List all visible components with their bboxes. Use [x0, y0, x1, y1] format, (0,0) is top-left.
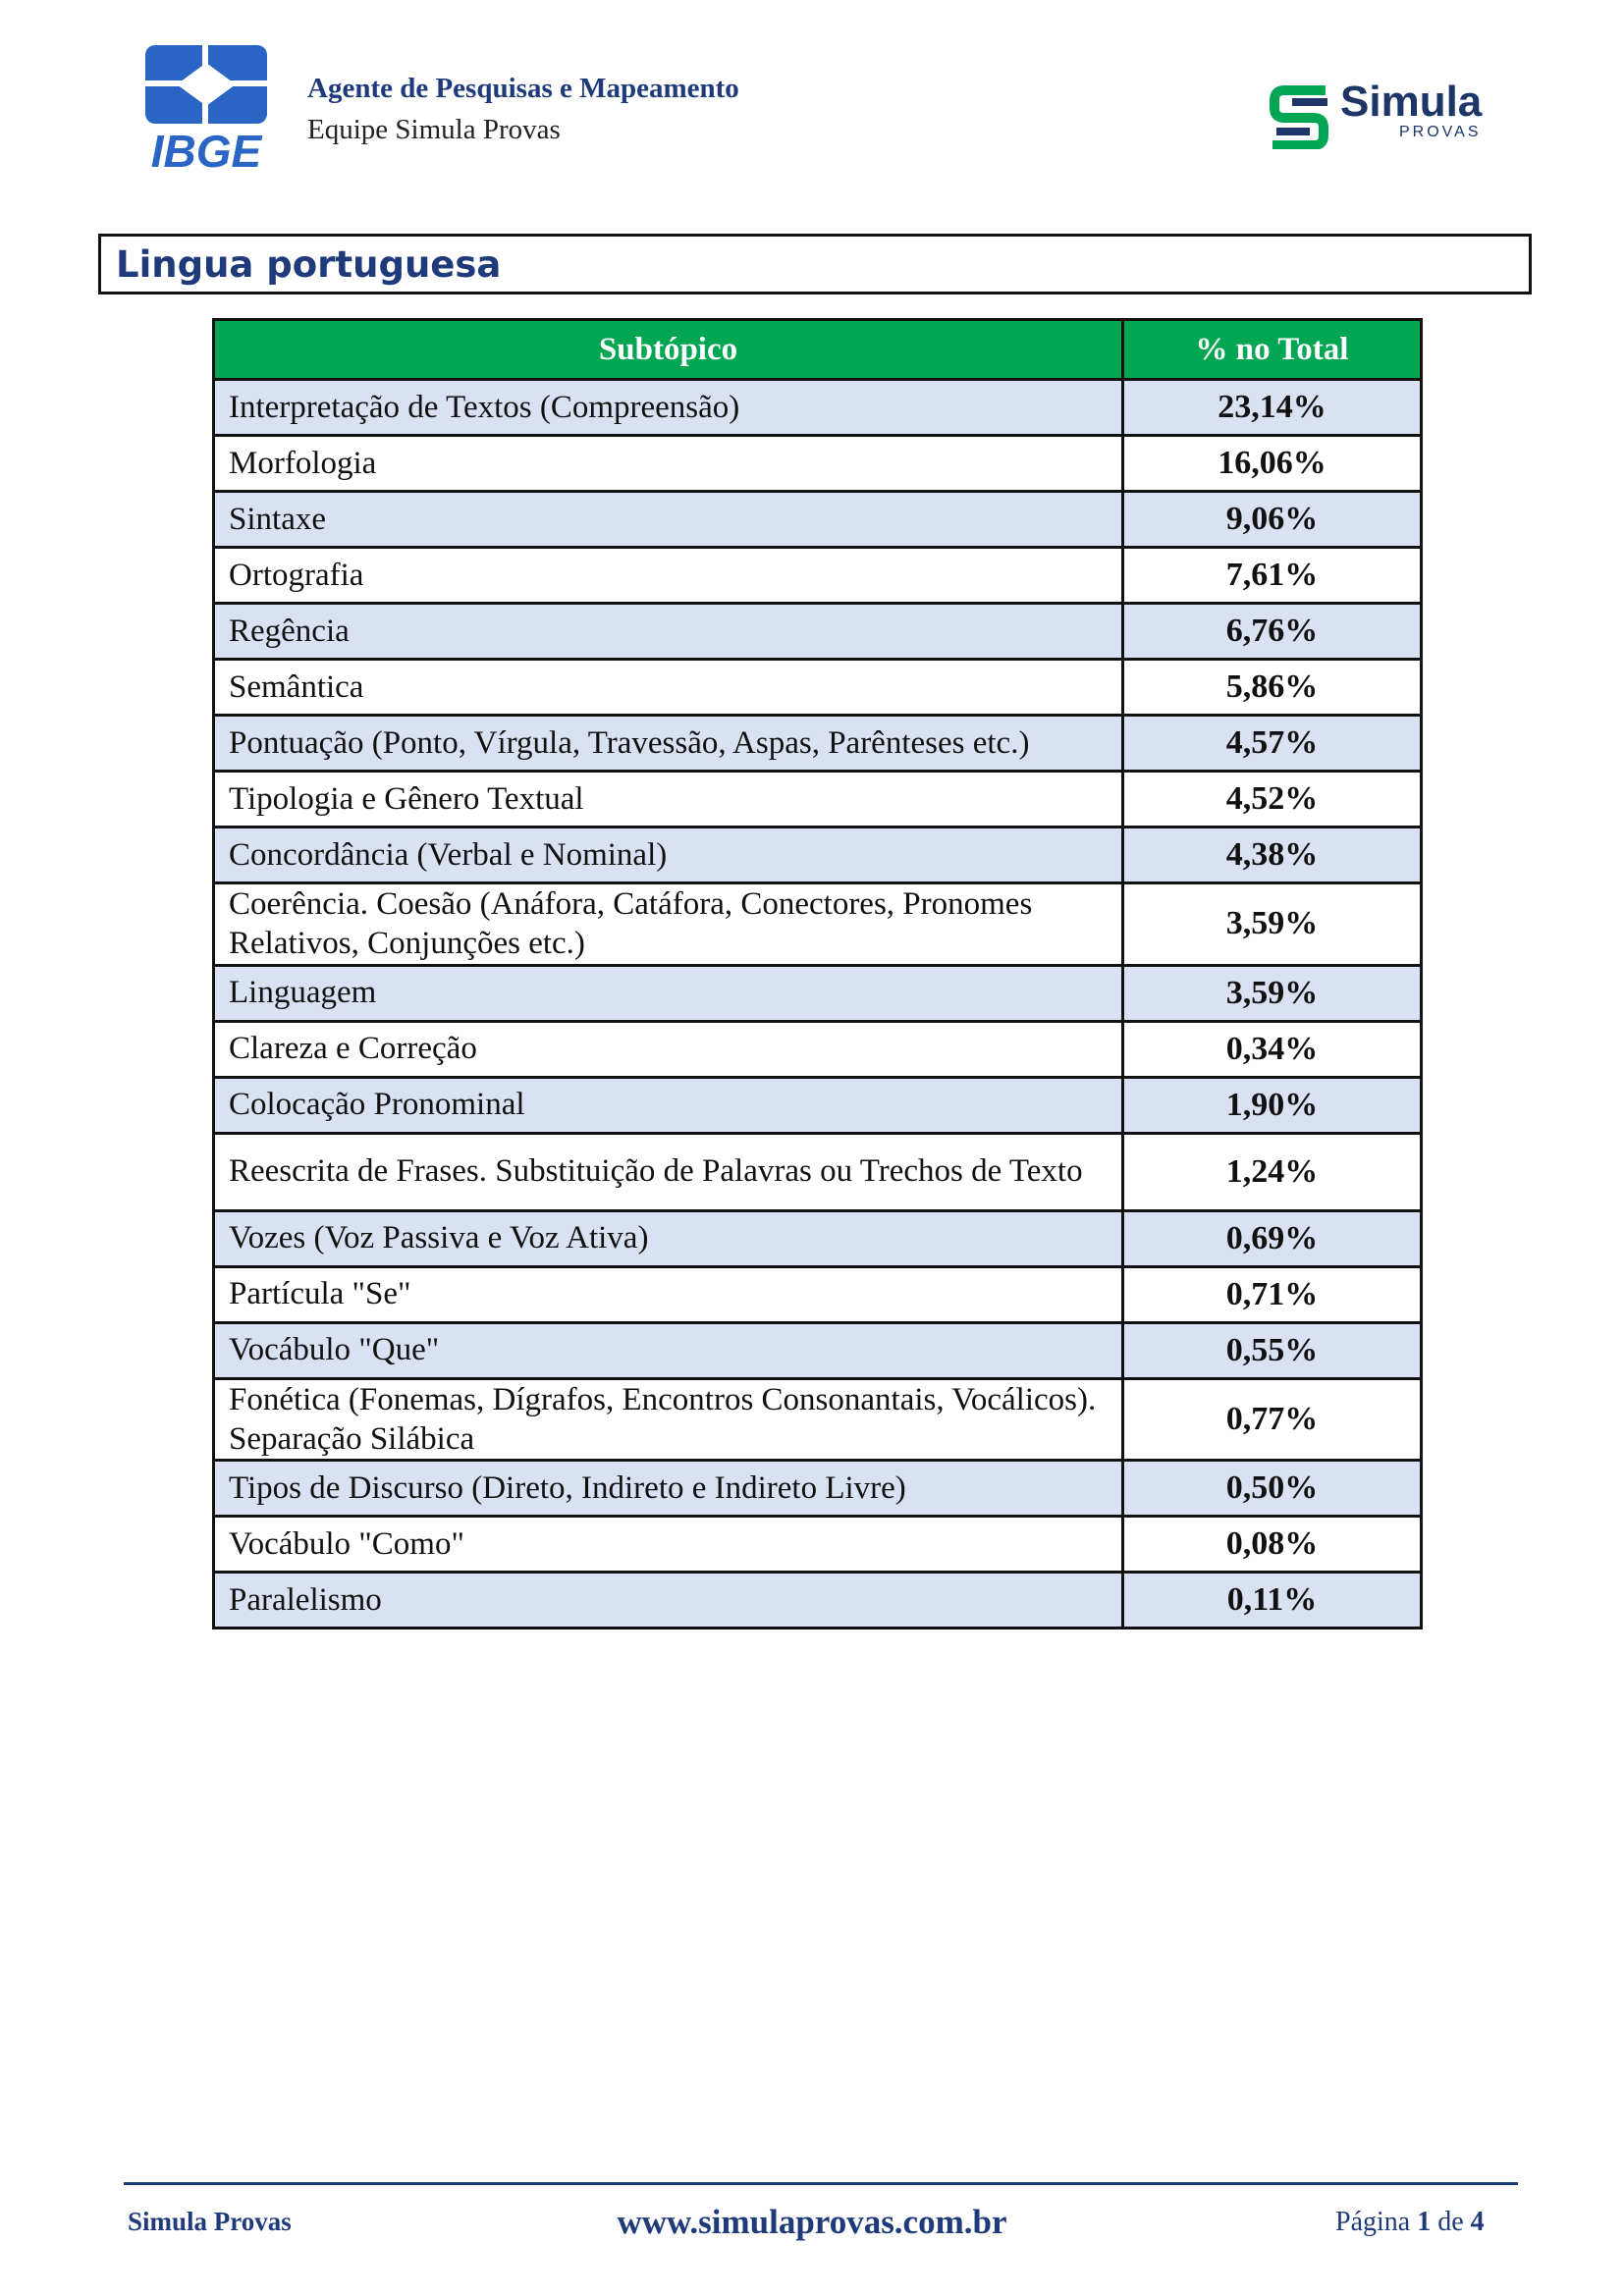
page-label: Página	[1335, 2207, 1411, 2237]
percent-cell: 0,71%	[1123, 1266, 1422, 1322]
percent-cell: 3,59%	[1123, 965, 1422, 1021]
percent-cell: 0,69%	[1123, 1210, 1422, 1266]
subtopic-cell: Vocábulo "Que"	[214, 1322, 1123, 1378]
percent-cell: 7,61%	[1123, 548, 1422, 604]
percent-cell: 16,06%	[1123, 436, 1422, 492]
table-row	[214, 1573, 1422, 1629]
section-title: Lingua portuguesa	[116, 243, 502, 286]
page-header	[0, 0, 1624, 187]
percent-cell: 1,24%	[1123, 1133, 1422, 1210]
percent-cell: 9,06%	[1123, 492, 1422, 548]
table-row	[214, 1322, 1422, 1378]
subtopic-cell: Coerência. Coesão (Anáfora, Catáfora, Conectores, Pronomes Relativos, Conjunções etc.)	[214, 883, 1123, 966]
column-header-subtopic: Subtópico	[214, 320, 1123, 380]
percent-cell: 4,52%	[1123, 772, 1422, 828]
ibge-logo-text: IBGE	[150, 126, 262, 173]
table-row	[214, 965, 1422, 1021]
subtopic-cell: Colocação Pronominal	[214, 1077, 1123, 1133]
ibge-logo	[137, 45, 275, 173]
percent-cell: 6,76%	[1123, 604, 1422, 660]
table-row	[214, 660, 1422, 716]
table-row	[214, 1133, 1422, 1210]
subtopic-table	[212, 318, 1423, 1629]
footer-brand: Simula Provas	[128, 2207, 292, 2236]
subtopic-cell: Pontuação (Ponto, Vírgula, Travessão, Aspas, Parênteses etc.)	[214, 716, 1123, 772]
percent-cell: 0,77%	[1123, 1378, 1422, 1461]
subtopic-cell: Tipologia e Gênero Textual	[214, 772, 1123, 828]
table-row	[214, 492, 1422, 548]
percent-cell: 0,08%	[1123, 1517, 1422, 1573]
subtopic-cell: Fonética (Fonemas, Dígrafos, Encontros Consonantais, Vocálicos). Separação Silábica	[214, 1378, 1123, 1461]
table-row	[214, 1378, 1422, 1461]
percent-cell: 4,57%	[1123, 716, 1422, 772]
table-row	[214, 1461, 1422, 1517]
subtopic-cell: Clareza e Correção	[214, 1021, 1123, 1077]
subtopic-cell: Interpretação de Textos (Compreensão)	[214, 380, 1123, 436]
table-header-row	[214, 320, 1422, 380]
table-row	[214, 436, 1422, 492]
page-number	[1335, 2207, 1485, 2238]
percent-cell: 23,14%	[1123, 380, 1422, 436]
subtopic-cell: Partícula "Se"	[214, 1266, 1123, 1322]
table-row	[214, 828, 1422, 883]
subtopic-cell: Vocábulo "Como"	[214, 1517, 1123, 1573]
subtopic-cell: Tipos de Discurso (Direto, Indireto e Indireto Livre)	[214, 1461, 1123, 1517]
table-row	[214, 1266, 1422, 1322]
table-row	[214, 1077, 1422, 1133]
footer-divider	[124, 2182, 1518, 2185]
page-current: 1	[1417, 2207, 1432, 2237]
percent-cell: 4,38%	[1123, 828, 1422, 883]
table-row	[214, 883, 1422, 966]
percent-cell: 0,55%	[1123, 1322, 1422, 1378]
percent-cell: 5,86%	[1123, 660, 1422, 716]
subtopic-cell: Semântica	[214, 660, 1123, 716]
table-row	[214, 772, 1422, 828]
subtopic-cell: Paralelismo	[214, 1573, 1123, 1629]
table-row	[214, 1210, 1422, 1266]
subtopic-cell: Sintaxe	[214, 492, 1123, 548]
document-title: Agente de Pesquisas e Mapeamento	[307, 73, 739, 104]
table-row	[214, 1517, 1422, 1573]
percent-cell: 0,50%	[1123, 1461, 1422, 1517]
table-row	[214, 604, 1422, 660]
subtopic-cell: Morfologia	[214, 436, 1123, 492]
footer-url[interactable]: www.simulaprovas.com.br	[617, 2203, 1007, 2241]
table-row	[214, 380, 1422, 436]
table-body	[214, 380, 1422, 1629]
table-row	[214, 548, 1422, 604]
document-subtitle: Equipe Simula Provas	[307, 114, 561, 145]
page-total: 4	[1470, 2207, 1485, 2237]
percent-cell: 1,90%	[1123, 1077, 1422, 1133]
percent-cell: 3,59%	[1123, 883, 1422, 966]
simula-logo-sub: PROVAS	[1399, 124, 1482, 140]
table-row	[214, 1021, 1422, 1077]
table-row	[214, 716, 1422, 772]
subtopic-cell: Concordância (Verbal e Nominal)	[214, 828, 1123, 883]
subtopic-cell: Ortografia	[214, 548, 1123, 604]
subtopic-cell: Reescrita de Frases. Substituição de Palavras ou Trechos de Texto	[214, 1133, 1123, 1210]
subtopic-cell: Vozes (Voz Passiva e Voz Ativa)	[214, 1210, 1123, 1266]
subtopic-cell: Regência	[214, 604, 1123, 660]
simula-logo-word: Simula	[1340, 78, 1483, 126]
subtopic-cell: Linguagem	[214, 965, 1123, 1021]
percent-cell: 0,34%	[1123, 1021, 1422, 1077]
column-header-percent: % no Total	[1123, 320, 1422, 380]
percent-cell: 0,11%	[1123, 1573, 1422, 1629]
page-of: de	[1437, 2207, 1464, 2237]
